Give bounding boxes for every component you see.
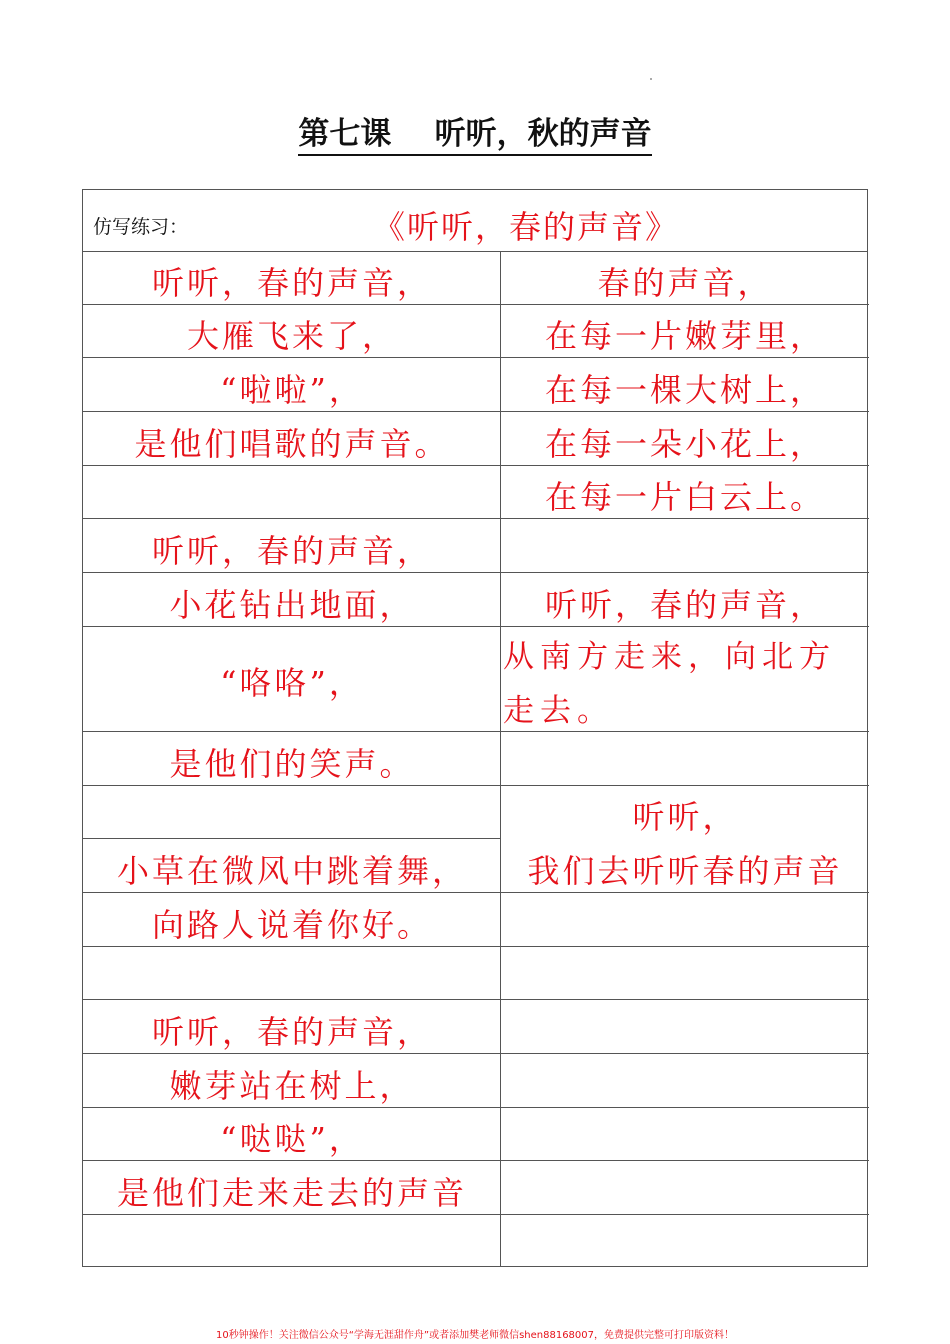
right-line: 在每一棵大树上， (544, 371, 825, 409)
right-line: 在每一片白云上。 (544, 478, 825, 516)
row-divider (501, 892, 869, 893)
row-divider (501, 465, 869, 466)
scan-speck (650, 78, 652, 80)
row-divider (83, 1053, 501, 1054)
row-divider (501, 999, 869, 1000)
left-line: 是他们的笑声。 (169, 745, 415, 783)
row-divider (501, 946, 869, 947)
right-line: 在每一片嫩芽里， (544, 317, 825, 355)
left-line: 听听，春的声音， (151, 264, 432, 302)
row-divider (83, 892, 501, 893)
row-divider (501, 1053, 869, 1054)
row-divider (83, 731, 501, 732)
row-divider (83, 304, 501, 305)
row-divider (501, 1160, 869, 1161)
row-divider (83, 411, 501, 412)
row-divider (501, 411, 869, 412)
row-divider (83, 1214, 501, 1215)
row-divider (83, 1107, 501, 1108)
row-divider (83, 999, 501, 1000)
left-line: 是他们走来走去的声音 (116, 1174, 467, 1212)
row-divider (83, 785, 501, 786)
left-line: 大雁飞来了， (186, 317, 397, 355)
left-line: “哒哒”， (220, 1120, 364, 1158)
poem-title: 《听听，春的声音》 (373, 208, 680, 246)
left-line: 小花钻出地面， (169, 586, 415, 624)
row-divider (501, 304, 869, 305)
row-divider (83, 518, 501, 519)
left-line: 听听，春的声音， (151, 1013, 432, 1051)
left-line: 是他们唱歌的声音。 (134, 425, 450, 463)
row-divider (501, 1214, 869, 1215)
left-line: 嫩芽站在树上， (169, 1067, 415, 1105)
exercise-label: 仿写练习： (93, 216, 189, 238)
left-line: “啦啦”， (220, 371, 364, 409)
left-line: 听听，春的声音， (151, 532, 432, 570)
row-divider (501, 785, 869, 786)
row-divider (501, 1107, 869, 1108)
worksheet-table (82, 189, 868, 1267)
row-divider (83, 838, 501, 839)
page-title (0, 108, 950, 153)
right-line: 听听，春的声音， (544, 586, 825, 624)
row-divider (83, 626, 501, 627)
row-divider (83, 946, 501, 947)
left-line: 小草在微风中跳着舞， (116, 852, 467, 890)
right-line: 在每一朵小花上， (544, 425, 825, 463)
right-line-wrapped: 从南方走来，向北方走去。 (503, 639, 836, 729)
row-divider (501, 626, 869, 627)
footer-note: 10秒钟操作！关注微信公众号“学海无涯甜作舟”或者添加樊老师微信shen88168007，免费提供完整可打印版资料！ (215, 1330, 735, 1341)
row-divider (83, 465, 501, 466)
row-divider (501, 518, 869, 519)
row-divider (501, 357, 869, 358)
page-title-text: 第七课 听听，秋的声音 (298, 116, 651, 156)
row-divider (83, 357, 501, 358)
worksheet-header-row (83, 190, 867, 252)
right-line: 春的声音， (597, 264, 773, 302)
row-divider (83, 572, 501, 573)
right-line: 我们去听听春的声音 (527, 852, 843, 890)
left-line: “咯咯”， (220, 664, 364, 702)
row-divider (501, 572, 869, 573)
row-divider (83, 1160, 501, 1161)
left-line: 向路人说着你好。 (151, 906, 432, 944)
right-line: 听听， (632, 798, 738, 836)
